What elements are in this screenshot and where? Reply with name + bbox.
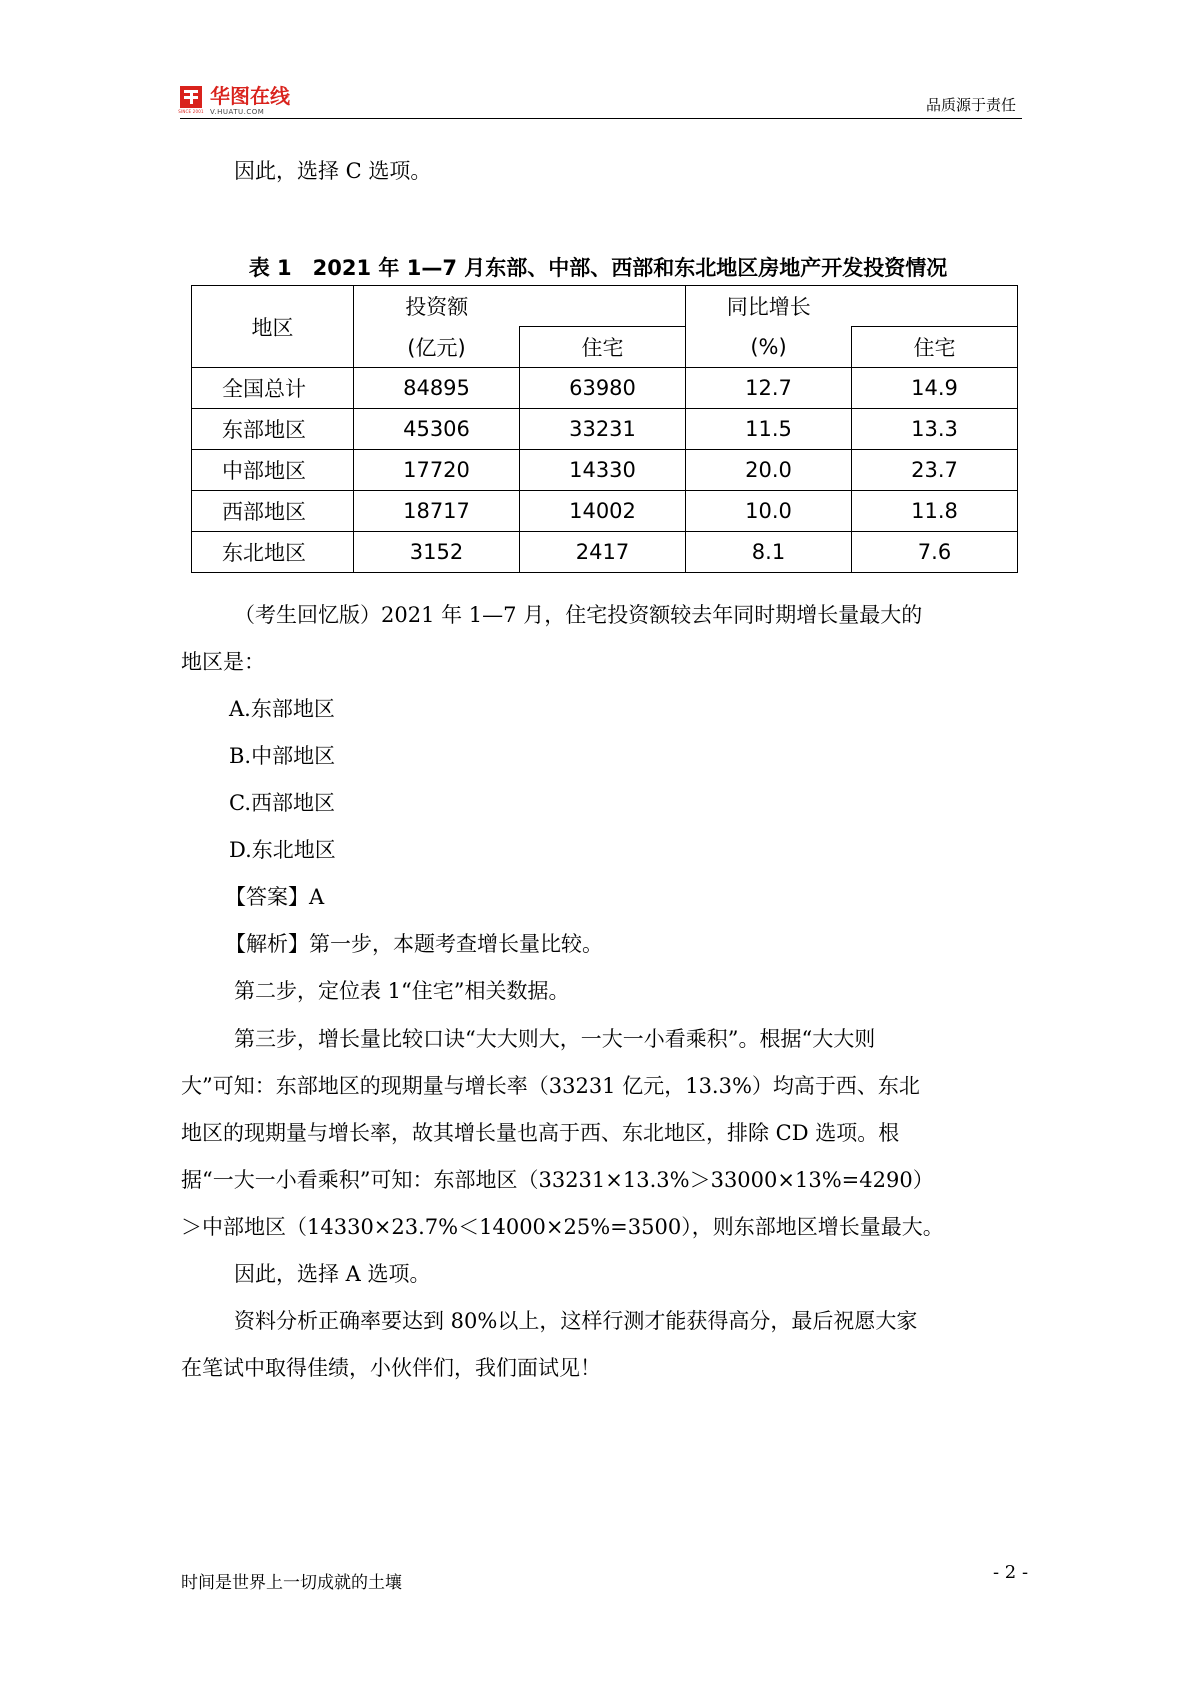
logo-tagline: SINCE 2001 xyxy=(178,109,204,114)
table-row: 全国总计 84895 63980 12.7 14.9 xyxy=(192,368,1018,409)
analysis-step-3-line-4: 据“一大一小看乘积”可知：东部地区（33231×13.3%＞33000×13%=4290） xyxy=(181,1168,934,1192)
header-investment: 投资额 xyxy=(354,286,520,327)
closing-line-2: 在笔试中取得佳绩，小伙伴们，我们面试见！ xyxy=(181,1356,601,1380)
analysis-step-3-line-5: ＞中部地区（14330×23.7%＜14000×25%=3500），则东部地区增长量最大。 xyxy=(181,1215,944,1239)
header-residential-1: 住宅 xyxy=(520,327,686,368)
analysis-step-3-line-2: 大”可知：东部地区的现期量与增长率（33231 亿元，13.3%）均高于西、东北 xyxy=(181,1074,920,1098)
table-caption: 表 1 2021 年 1—7 月东部、中部、西部和东北地区房地产开发投资情况 xyxy=(248,256,948,280)
header-region: 地区 xyxy=(192,286,354,368)
analysis-step-3-line-1: 第三步，增长量比较口诀“大大则大，一大一小看乘积”。根据“大大则 xyxy=(234,1027,876,1051)
header-unit-pct: (%) xyxy=(686,327,852,368)
analysis-step-1: 【解析】第一步，本题考查增长量比较。 xyxy=(225,932,603,956)
header-yoy: 同比增长 xyxy=(686,286,852,327)
closing-line-1: 资料分析正确率要达到 80%以上，这样行测才能获得高分，最后祝愿大家 xyxy=(234,1309,918,1333)
table-row: 中部地区 17720 14330 20.0 23.7 xyxy=(192,450,1018,491)
page-number: - 2 - xyxy=(993,1562,1029,1583)
header-residential-2: 住宅 xyxy=(852,327,1018,368)
huatu-logo-icon xyxy=(180,86,202,108)
table-row: 东部地区 45306 33231 11.5 13.3 xyxy=(192,409,1018,450)
footer-motto: 时间是世界上一切成就的土壤 xyxy=(181,1573,402,1593)
page-header xyxy=(180,84,1022,119)
question-line-2: 地区是： xyxy=(181,650,265,674)
question-line-1: （考生回忆版）2021 年 1—7 月，住宅投资额较去年同时期增长量最大的 xyxy=(234,603,923,627)
prev-conclusion: 因此，选择 C 选项。 xyxy=(234,159,432,183)
answer-line: 【答案】A xyxy=(225,885,325,909)
huatu-logo xyxy=(180,84,290,116)
option-a: A.东部地区 xyxy=(229,697,335,721)
header-slogan: 品质源于责任 xyxy=(925,96,1016,114)
option-b: B.中部地区 xyxy=(229,744,336,768)
table-row: 东北地区 3152 2417 8.1 7.6 xyxy=(192,532,1018,573)
table-row: 西部地区 18717 14002 10.0 11.8 xyxy=(192,491,1018,532)
logo-url: V.HUATU.COM xyxy=(210,108,265,116)
analysis-step-3-line-3: 地区的现期量与增长率，故其增长量也高于西、东北地区，排除 CD 选项。根 xyxy=(181,1121,900,1145)
analysis-step-2: 第二步，定位表 1“住宅”相关数据。 xyxy=(234,979,570,1003)
logo-name: 华图在线 xyxy=(210,84,290,108)
table-header-row-1 xyxy=(192,286,1018,327)
option-c: C.西部地区 xyxy=(229,791,335,815)
option-d: D.东北地区 xyxy=(229,838,336,862)
investment-table xyxy=(191,285,1018,573)
header-unit-yi: (亿元) xyxy=(354,327,520,368)
conclusion-line: 因此，选择 A 选项。 xyxy=(234,1262,431,1286)
